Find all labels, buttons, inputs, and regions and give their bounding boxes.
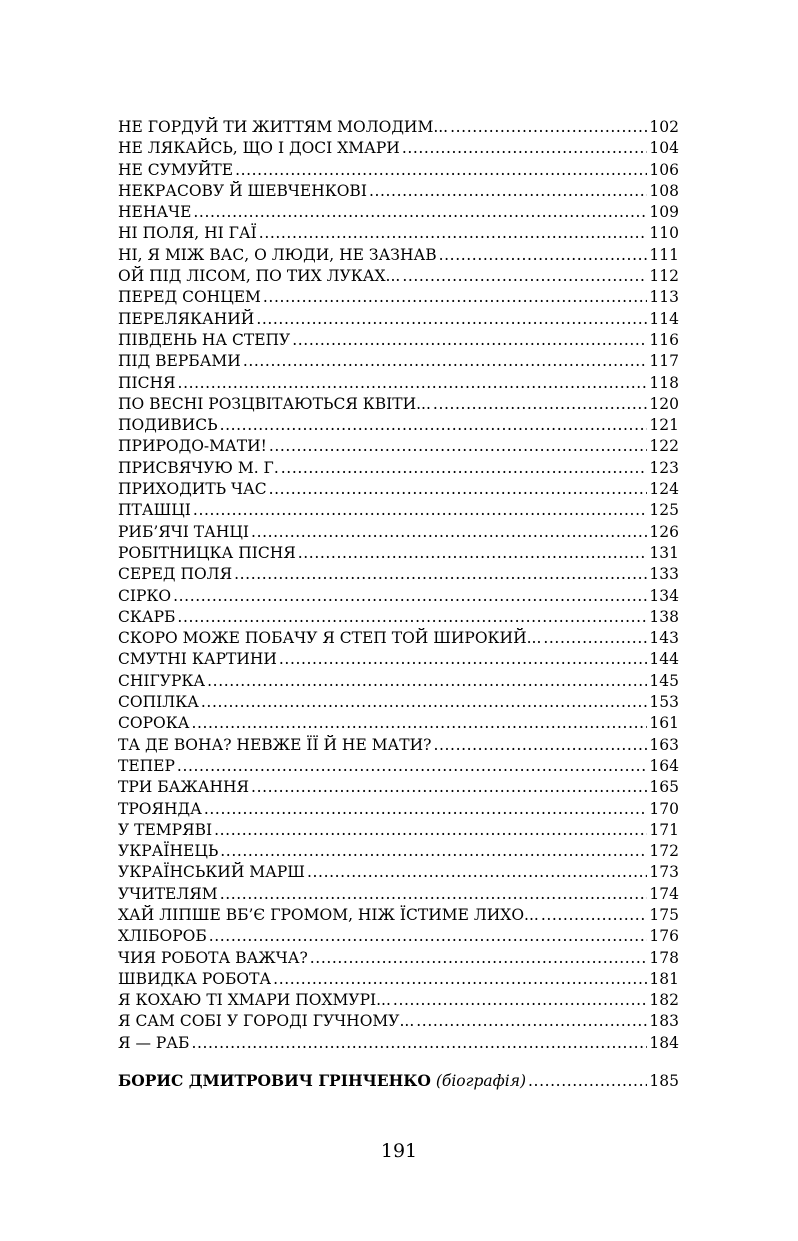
biography-page: 185 [649,1072,679,1090]
toc-entry-page: 110 [649,224,679,243]
toc-entry [118,692,679,713]
leader-dots [191,1033,647,1054]
leader-dots [541,905,648,926]
toc-entry-page: 163 [649,735,679,754]
toc-entry-title: У ТЕМРЯВІ [118,820,213,839]
leader-dots [310,948,648,969]
toc-entry-title: ПРИРОДО-МАТИ! [118,437,267,456]
leader-dots [220,415,648,436]
toc-entry-title: УКРАЇНСЬКИЙ МАРШ [118,863,305,882]
toc-entry-page: 125 [649,501,679,520]
toc-entry-page: 118 [649,373,679,392]
toc-entry-title: ХАЙ ЛІПШЕ ВБ’Є ГРОМОМ, НІЖ ЇСТИМЕ ЛИХО... [118,905,539,924]
toc-entry-page: 112 [649,267,679,286]
toc-entry-page: 182 [649,991,679,1010]
toc-entry [118,223,679,244]
toc-entry-page: 173 [649,863,679,882]
toc-entry-page: 122 [649,437,679,456]
toc-entry-title: ЧИЯ РОБОТА ВАЖЧА? [118,948,308,967]
toc-entry [118,500,679,521]
toc-entry-title: ТА ДЕ ВОНА? НЕВЖЕ ЇЇ Й НЕ МАТИ? [118,735,432,754]
leader-dots [273,969,647,990]
toc-entry-page: 106 [649,160,679,179]
toc-entry-page: 145 [649,671,679,690]
biography-author: БОРИС ДМИТРОВИЧ ГРІНЧЕНКО [118,1071,431,1090]
toc-entry-page: 178 [649,948,679,967]
toc-entry-title: СНІГУРКА [118,671,206,690]
toc-entry [118,671,679,692]
toc-entry-title: СОРОКА [118,714,190,733]
toc-entry-page: 138 [649,607,679,626]
toc-entry [118,713,679,734]
leader-dots [433,735,647,756]
toc-entry [118,522,679,543]
toc-entry-title: ТРИ БАЖАННЯ [118,778,250,797]
toc-entry [118,948,679,969]
toc-entry [118,138,679,159]
page-number: 191 [380,1140,418,1162]
toc-entry-title: СОПІЛКА [118,693,199,712]
leader-dots [234,564,647,585]
leader-dots [393,990,647,1011]
leader-dots [279,649,648,670]
toc-entry-title: ТРОЯНДА [118,799,202,818]
leader-dots [269,436,648,457]
leader-dots [543,628,647,649]
toc-entry-page: 172 [649,842,679,861]
leader-dots [235,160,647,181]
toc-entry-title: СІРКО [118,586,172,605]
toc-entry-page: 164 [649,756,679,775]
biography-entry [118,1070,679,1092]
toc-entry [118,330,679,351]
leader-dots [528,1071,647,1092]
toc-entry-title: СКОРО МОЖЕ ПОБАЧУ Я СТЕП ТОЙ ШИРОКИЙ... [118,629,542,648]
leader-dots [251,777,647,798]
toc-entry-page: 165 [649,778,679,797]
toc-entry [118,586,679,607]
toc-entry-title: СМУТНІ КАРТИНИ [118,650,277,669]
leader-dots [193,202,647,223]
leader-dots [204,799,648,820]
toc-entry-page: 120 [649,394,679,413]
leader-dots [178,373,648,394]
leader-dots [201,692,648,713]
toc-entry [118,309,679,330]
leader-dots [439,245,648,266]
leader-dots [281,458,648,479]
toc-entry-title: ПРИСВЯЧУЮ М. Г. [118,458,279,477]
toc-entry [118,799,679,820]
toc-entry-title: ПОДИВИСЬ [118,416,218,435]
toc-entry-title: НЕНАЧЕ [118,203,192,222]
toc-entry-page: 102 [649,118,679,136]
toc-entry-title: НЕ ЛЯКАЙСЬ, ЩО І ДОСІ ХМАРИ [118,139,400,158]
toc-entry-title: НІ, Я МІЖ ВАС, О ЛЮДИ, НЕ ЗАЗНАВ [118,245,437,264]
toc-entry-title: Я — РАБ [118,1033,190,1052]
toc-entry-page: 161 [649,714,679,733]
toc-entry [118,543,679,564]
toc-entry [118,245,679,266]
toc-entry [118,458,679,479]
toc-entry-page: 183 [649,1012,679,1031]
leader-dots [402,266,647,287]
toc-entry-page: 123 [649,458,679,477]
toc-entry-page: 170 [649,799,679,818]
toc-entry-title: РОБІТНИЦКА ПІСНЯ [118,543,296,562]
toc-entry-page: 126 [649,522,679,541]
toc-entry-page: 111 [649,245,679,264]
toc-entry-page: 104 [649,139,679,158]
toc-entry-title: НІ ПОЛЯ, НІ ГАЇ [118,224,257,243]
toc-entry-page: 171 [649,820,679,839]
toc-entry-title: ПЕРЕД СОНЦЕМ [118,288,261,307]
toc-entry [118,266,679,287]
toc-entry [118,287,679,308]
toc-entry-title: НЕ ГОРДУЙ ТИ ЖИТТЯМ МОЛОДИМ... [118,118,449,136]
toc-entry-page: 176 [649,927,679,946]
leader-dots [173,586,647,607]
leader-dots [220,841,647,862]
toc-entry [118,735,679,756]
toc-entry-page: 134 [649,586,679,605]
leader-dots [256,309,647,330]
leader-dots [251,522,647,543]
leader-dots [263,287,648,308]
toc-entry [118,756,679,777]
toc-entry [118,117,679,138]
toc-entry-title: ПІД ВЕРБАМИ [118,352,241,371]
toc-entry [118,862,679,883]
toc-entry [118,905,679,926]
leader-dots [177,756,647,777]
toc-entry-title: ШВИДКА РОБОТА [118,969,272,988]
biography-note: (біографія) [435,1072,527,1090]
toc-entry-title: Я САМ СОБІ У ГОРОДІ ГУЧНОМУ... [118,1012,415,1031]
toc-entry-page: 113 [649,288,679,307]
toc-entry-title: СЕРЕД ПОЛЯ [118,565,233,584]
toc-entry-title: НЕКРАСОВУ Й ШЕВЧЕНКОВІ [118,181,367,200]
leader-dots [207,671,647,692]
toc-entry-title: УКРАЇНЕЦЬ [118,842,219,861]
toc-entry [118,841,679,862]
leader-dots [220,884,648,905]
toc-entry [118,160,679,181]
toc-entry-page: 174 [649,884,679,903]
toc-entry-page: 108 [649,181,679,200]
leader-dots [214,820,647,841]
toc-entry-title: Я КОХАЮ ТІ ХМАРИ ПОХМУРІ... [118,991,391,1010]
leader-dots [269,479,648,500]
toc-entry-title: ПЕРЕЛЯКАНИЙ [118,309,255,328]
leader-dots [307,862,647,883]
leader-dots [450,117,647,138]
toc-entry-page: 181 [649,969,679,988]
toc-entry [118,607,679,628]
toc-entry [118,181,679,202]
toc-entry-title: УЧИТЕЛЯМ [118,884,218,903]
toc-entry-title: НЕ СУМУЙТЕ [118,160,234,179]
toc-entry [118,202,679,223]
toc-entry-page: 121 [649,416,679,435]
leader-dots [416,1011,647,1032]
toc-entry [118,436,679,457]
toc-entry [118,1033,679,1054]
toc-entry-title: ПІВДЕНЬ НА СТЕПУ [118,330,291,349]
leader-dots [298,543,648,564]
table-of-contents [118,117,679,1054]
leader-dots [177,607,647,628]
leader-dots [433,394,647,415]
toc-entry [118,969,679,990]
toc-entry [118,820,679,841]
leader-dots [369,181,647,202]
leader-dots [209,926,648,947]
toc-entry [118,351,679,372]
toc-entry [118,884,679,905]
toc-entry-title: ПРИХОДИТЬ ЧАС [118,480,267,499]
toc-entry-title: ТЕПЕР [118,756,175,775]
toc-entry-title: ХЛІБОРОБ [118,927,207,946]
leader-dots [193,500,647,521]
toc-entry-page: 175 [649,905,679,924]
leader-dots [292,330,647,351]
toc-entry-title: ПІСНЯ [118,373,176,392]
toc-entry [118,415,679,436]
toc-entry [118,373,679,394]
toc-entry [118,990,679,1011]
toc-entry [118,649,679,670]
toc-entry-page: 114 [649,309,679,328]
leader-dots [402,138,648,159]
toc-entry [118,394,679,415]
toc-entry [118,479,679,500]
toc-entry-page: 131 [649,543,679,562]
leader-dots [243,351,648,372]
toc-entry-page: 109 [649,203,679,222]
toc-entry-page: 117 [649,352,679,371]
toc-entry [118,926,679,947]
leader-dots [259,223,648,244]
toc-entry-page: 153 [649,693,679,712]
toc-entry-title: РИБ’ЯЧІ ТАНЦІ [118,522,250,541]
toc-entry-page: 144 [649,650,679,669]
toc-entry [118,777,679,798]
toc-entry [118,628,679,649]
toc-entry [118,564,679,585]
toc-entry-title: ПТАШЦІ [118,501,191,520]
leader-dots [191,713,647,734]
toc-entry-page: 184 [649,1033,679,1052]
toc-entry-page: 143 [649,629,679,648]
toc-entry-page: 124 [649,480,679,499]
toc-entry-title: СКАРБ [118,607,176,626]
toc-entry-page: 133 [649,565,679,584]
toc-entry [118,1011,679,1032]
toc-entry-title: ПО ВЕСНІ РОЗЦВІТАЮТЬСЯ КВІТИ... [118,394,431,413]
toc-entry-page: 116 [649,330,679,349]
toc-entry-title: ОЙ ПІД ЛІСОМ, ПО ТИХ ЛУКАХ... [118,267,401,286]
